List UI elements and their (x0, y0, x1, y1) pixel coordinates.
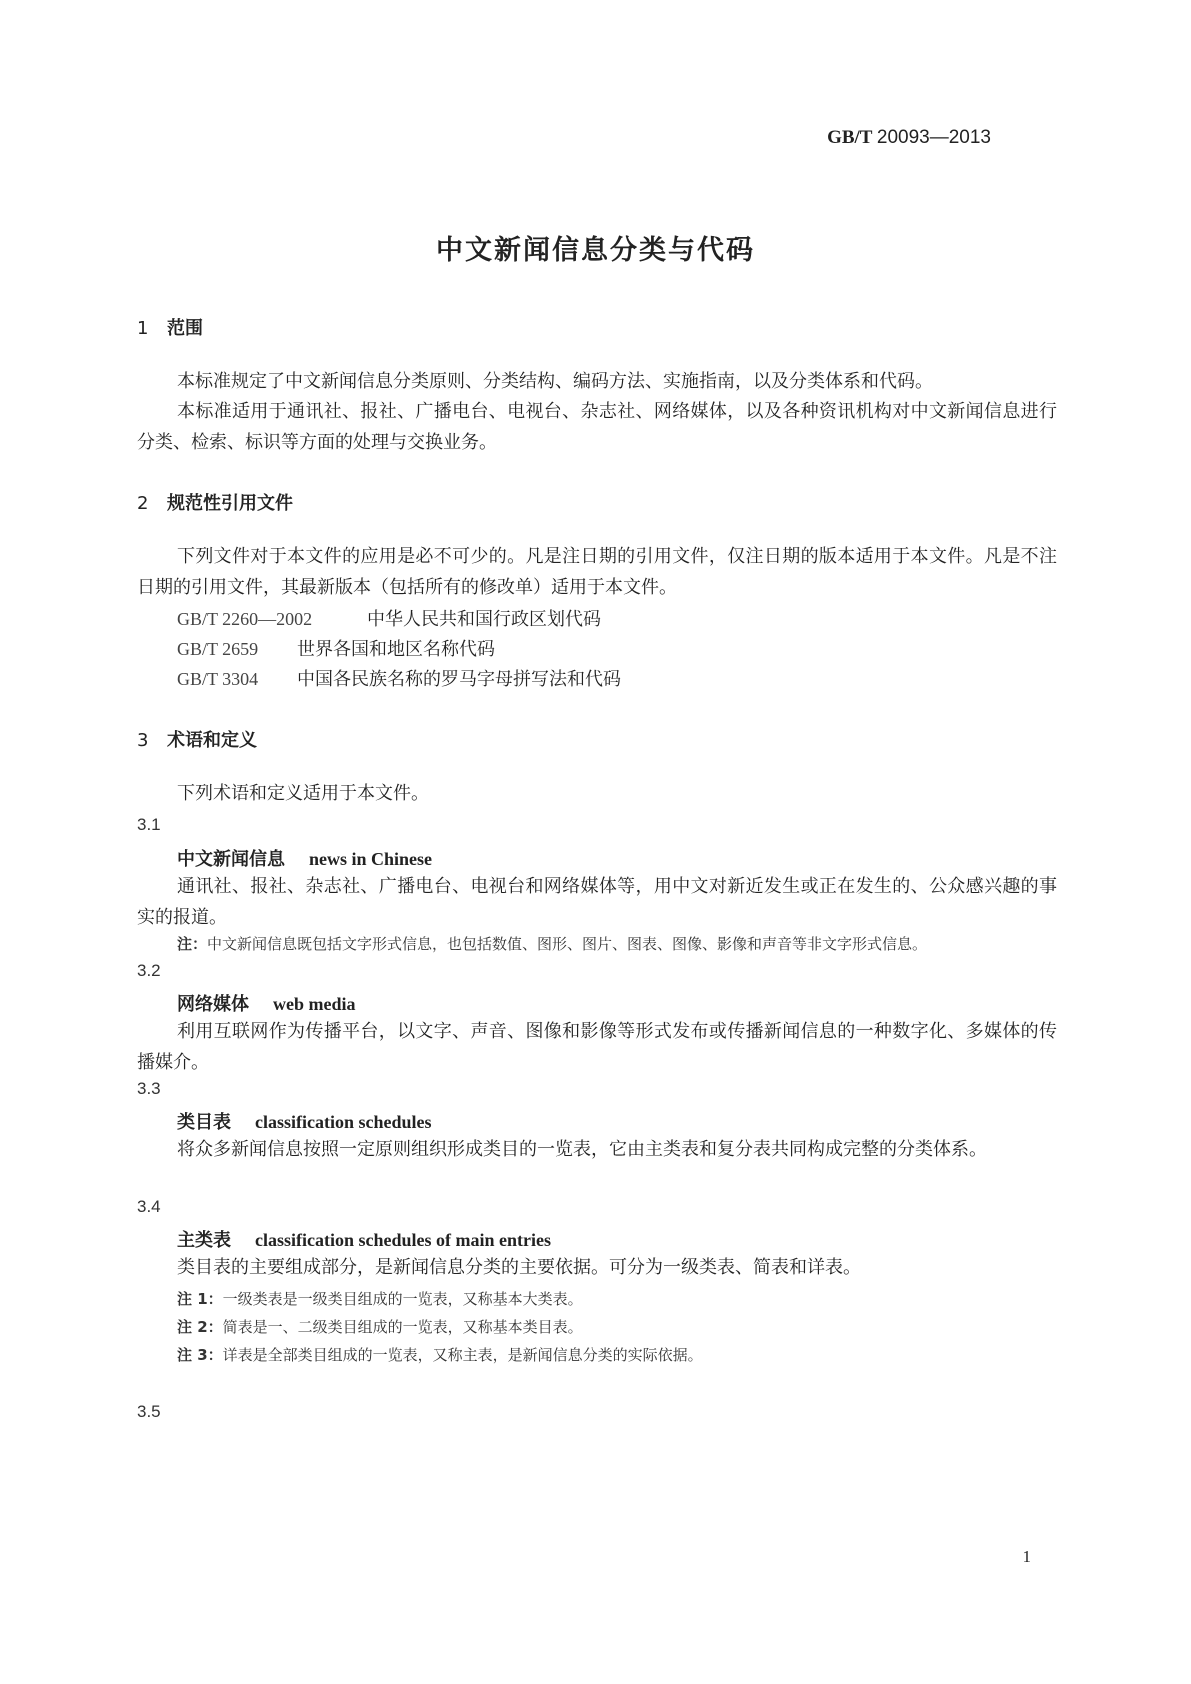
term-number: 3.3 (137, 1079, 161, 1098)
section-title: 规范性引用文件 (167, 493, 293, 514)
term-note (177, 1344, 703, 1365)
term-number: 3.4 (137, 1197, 161, 1216)
standard-code (827, 127, 991, 149)
section-2-heading (137, 489, 293, 515)
term-definition: 将众多新闻信息按照一定原则组织形成类目的一览表，它由主类表和复分表共同构成完整的分类体系。 (177, 1139, 987, 1160)
reference-code: GB/T 2260—2002 (177, 609, 313, 629)
note-text: 详表是全部类目组成的一览表，又称主表，是新闻信息分类的实际依据。 (222, 1346, 703, 1364)
term-en: classification schedules of main entries (255, 1230, 551, 1250)
section-2-para-1: 下列文件对于本文件的应用是必不可少的。凡是注日期的引用文件，仅注日期的版本适用于本文件。凡是不注日期的引用文件，其最新版本（包括所有的修改单）适用于本文件。 (137, 546, 1057, 598)
reference-item (177, 605, 601, 631)
term-zh: 网络媒体 (177, 994, 249, 1015)
reference-name: 世界各国和地区名称代码 (297, 639, 495, 660)
section-1-para-1: 本标准规定了中文新闻信息分类原则、分类结构、编码方法、实施指南，以及分类体系和代码。 (177, 371, 933, 392)
reference-name: 中华人民共和国行政区划代码 (367, 609, 601, 630)
note-label: 注： (177, 935, 208, 953)
section-number: 2 (137, 493, 149, 514)
term-title (177, 845, 432, 871)
term-definition: 通讯社、报社、杂志社、广播电台、电视台和网络媒体等，用中文对新近发生或正在发生的、公众感兴趣的事实的报道。 (137, 876, 1057, 928)
note-label: 注 2： (177, 1318, 223, 1336)
reference-name: 中国各民族名称的罗马字母拼写法和代码 (297, 669, 621, 690)
term-number: 3.2 (137, 961, 161, 980)
document-title: 中文新闻信息分类与代码 (436, 235, 755, 266)
section-number: 3 (137, 730, 149, 751)
term-en: news in Chinese (309, 849, 433, 869)
term-en: web media (273, 994, 356, 1014)
standard-code-number: 20093—2013 (876, 127, 991, 148)
section-title: 术语和定义 (167, 730, 257, 751)
note-label: 注 1： (177, 1290, 223, 1308)
term-title (177, 1226, 551, 1252)
section-title: 范围 (167, 318, 203, 339)
reference-code: GB/T 3304 (177, 669, 259, 689)
note-text: 一级类表是一级类目组成的一览表，又称基本大类表。 (222, 1290, 583, 1308)
term-title (177, 990, 356, 1016)
reference-code: GB/T 2659 (177, 639, 259, 659)
reference-item (177, 665, 621, 691)
note-label: 注 3： (177, 1346, 223, 1364)
note-text: 简表是一、二级类目组成的一览表，又称基本类目表。 (222, 1318, 583, 1336)
page-number: 1 (1022, 1547, 1031, 1566)
term-number: 3.1 (137, 815, 161, 834)
term-title (177, 1108, 432, 1134)
note-text: 中文新闻信息既包括文字形式信息，也包括数值、图形、图片、图表、图像、影像和声音等非文字形式信息。 (207, 935, 928, 953)
standard-code-prefix: GB/T (827, 127, 873, 148)
term-zh: 主类表 (177, 1230, 231, 1251)
section-1-para-2: 本标准适用于通讯社、报社、广播电台、电视台、杂志社、网络媒体，以及各种资讯机构对中文新闻信息进行分类、检索、标识等方面的处理与交换业务。 (137, 401, 1057, 453)
term-note (177, 933, 927, 954)
section-number: 1 (137, 318, 149, 339)
term-number: 3.5 (137, 1402, 161, 1421)
term-definition: 利用互联网作为传播平台，以文字、声音、图像和影像等形式发布或传播新闻信息的一种数字化、多媒体的传播媒介。 (137, 1021, 1057, 1073)
term-zh: 类目表 (177, 1112, 231, 1133)
term-note (177, 1316, 583, 1337)
section-3-heading (137, 726, 257, 752)
reference-item (177, 635, 495, 661)
term-definition: 类目表的主要组成部分，是新闻信息分类的主要依据。可分为一级类表、简表和详表。 (177, 1257, 861, 1278)
term-note (177, 1288, 583, 1309)
term-zh: 中文新闻信息 (177, 849, 285, 870)
section-1-heading (137, 314, 203, 340)
section-3-para-1: 下列术语和定义适用于本文件。 (177, 783, 429, 804)
term-en: classification schedules (255, 1112, 432, 1132)
